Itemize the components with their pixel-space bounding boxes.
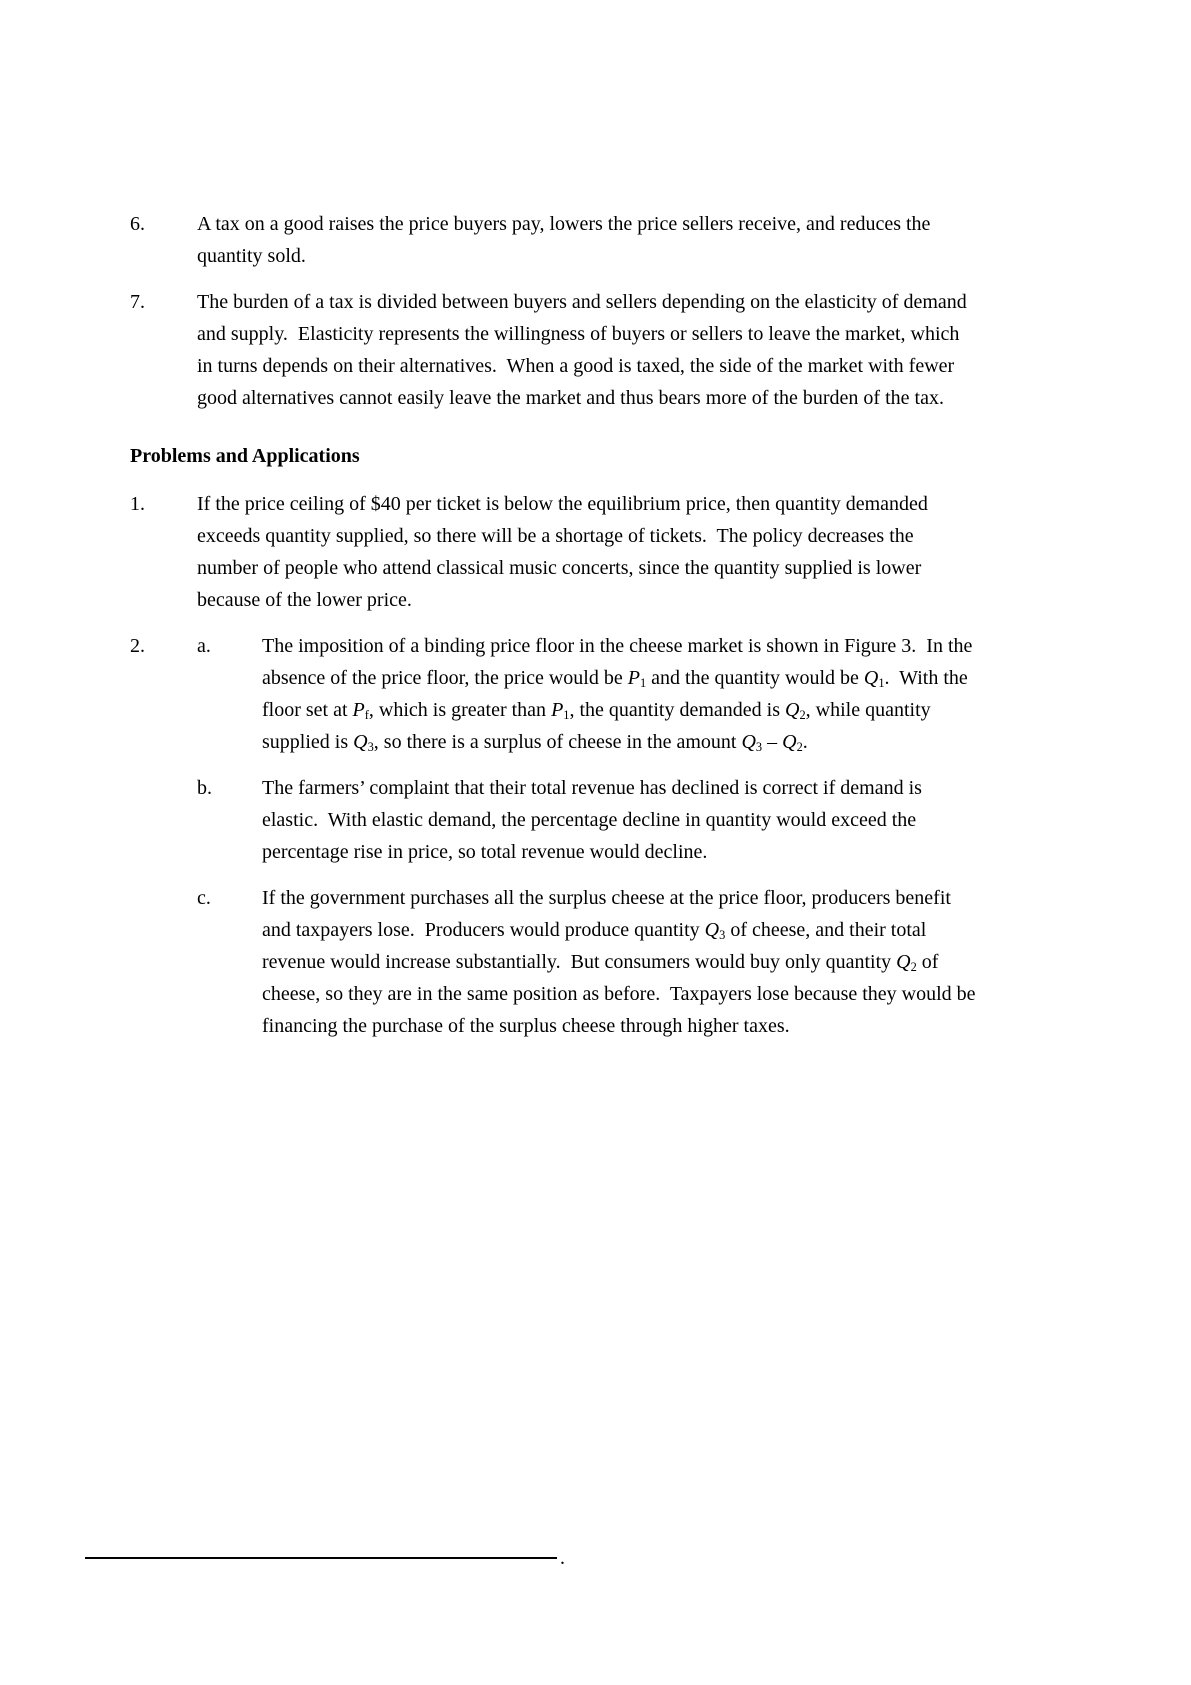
item-body — [197, 630, 979, 1056]
subitem-letter: c. — [197, 887, 211, 909]
item-6 — [130, 208, 979, 272]
item-text: The burden of a tax is divided between buyers and sellers depending on the elasticity of demand and supply. Elasticity represents the willingness of buyers or sellers to leave the market, which in turns depends on their alternatives. When a good is taxed, the side of the market with fewer good alternatives cannot easily leave the market and thus bears more of the burden of the tax. — [197, 291, 972, 409]
item-1 — [130, 488, 979, 616]
subitem-text: The imposition of a binding price floor in the cheese market is shown in Figure 3. In the absence of the price floor, the price would be P1 and the quantity would be Q1. With the floor set at Pf, which is greater than P1, the quantity demanded is Q2, while quantity supplied is Q3, so there is a surplus of cheese in the amount Q3 – Q2. — [262, 635, 978, 755]
subitem-b — [197, 772, 979, 868]
item-number: 2. — [130, 635, 145, 657]
subitem-letter: a. — [197, 635, 211, 657]
section-heading: Problems and Applications — [130, 445, 360, 467]
item-2 — [130, 630, 979, 1056]
item-text: A tax on a good raises the price buyers pay, lowers the price sellers receive, and reduces the quantity sold. — [197, 213, 936, 267]
item-number: 1. — [130, 493, 145, 515]
page-content — [130, 208, 979, 1070]
subitem-c — [197, 882, 979, 1042]
footnote-mark: . — [560, 1547, 565, 1569]
subitem-a — [197, 630, 979, 758]
item-text: If the price ceiling of $40 per ticket is below the equilibrium price, then quantity demanded exceeds quantity supplied, so there will be a shortage of tickets. The policy decreases the number of people who attend classical music concerts, since the quantity supplied is lower because of the lower price. — [197, 493, 933, 611]
item-7 — [130, 286, 979, 414]
subitem-text: If the government purchases all the surplus cheese at the price floor, producers benefit and taxpayers lose. Producers would produce quantity Q3 of cheese, and their total revenue would increase substantially. But consumers would buy only quantity Q2 of cheese, so they are in the same position as before. Taxpayers lose because they would be financing the purchase of the surplus cheese through higher taxes. — [262, 887, 981, 1037]
footnote-rule — [85, 1557, 557, 1559]
subitem-text: The farmers’ complaint that their total revenue has declined is correct if demand is elastic. With elastic demand, the percentage decline in quantity would exceed the percentage rise in price, so total revenue would decline. — [262, 777, 927, 863]
item-number: 7. — [130, 291, 145, 313]
item-number: 6. — [130, 213, 145, 235]
footnote-separator — [85, 1548, 565, 1568]
subitem-letter: b. — [197, 777, 212, 799]
